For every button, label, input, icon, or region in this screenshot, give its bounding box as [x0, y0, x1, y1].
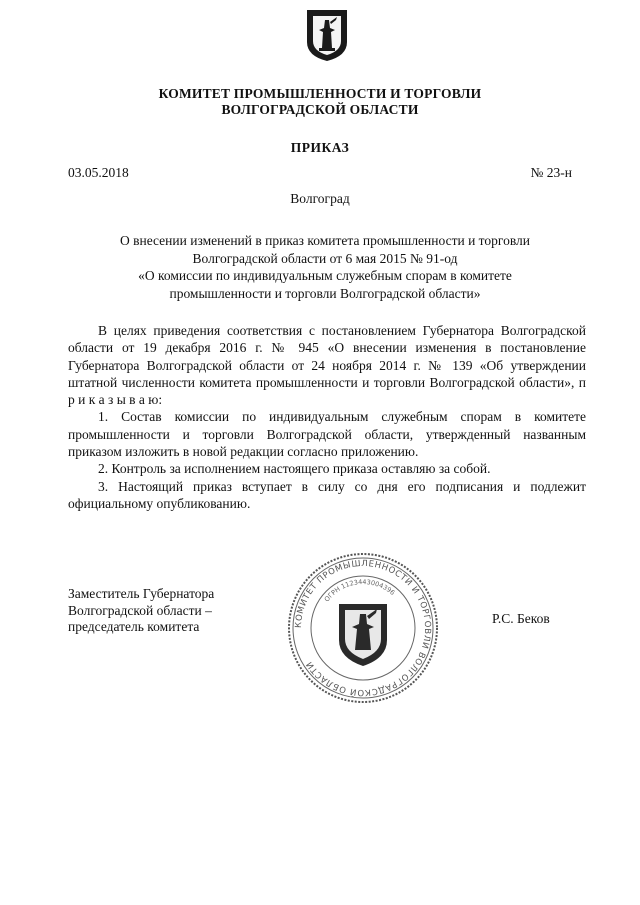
signatory-name: Р.С. Беков [492, 611, 550, 626]
position-line: председатель комитета [68, 619, 200, 634]
official-stamp [283, 548, 443, 708]
org-name-line1: КОМИТЕТ ПРОМЫШЛЕННОСТИ И ТОРГОВЛИ [158, 86, 482, 101]
svg-text:ОГРН 1123443004396 [323, 578, 397, 603]
subject-line: Волгоградской области от 6 мая 2015 № 91-од [192, 250, 458, 266]
position-line: Волгоградской области – [68, 602, 212, 618]
order-item-1: 1. Состав комиссии по индивидуальным служебным спорам в комитете промышленности и торговли Волгоградской области, утвержденный названным приказом изложить в новой редакции согласно приложению. [68, 409, 586, 460]
subject-line: «О комиссии по индивидуальным служебным спорам в комитете [138, 268, 512, 283]
stamp-ring-text: КОМИТЕТ ПРОМЫШЛЕННОСТИ И ТОРГОВЛИ ВОЛГОГРАДСКОЙ ОБЛАСТИ [293, 558, 433, 698]
order-item-3: 3. Настоящий приказ вступает в силу со дня его подписания и подлежит официальному опубликованию. [68, 478, 586, 511]
coat-of-arms-emblem [305, 8, 349, 62]
document-number: № 23-н [530, 165, 572, 180]
order-item-2: 2. Контроль за исполнением настоящего приказа оставляю за собой. [98, 461, 491, 477]
stamp-code-text: ОГРН 1123443004396 [322, 577, 397, 604]
preamble-paragraph: В целях приведения соответствия с постановлением Губернатора Волгоградской области от 19 декабря 2016 г. № 945 «О внесении изменения в постановление Губернатора Волгоградской области от 24 ноября 2014 г. № 139 «Об утверждении штатной численности комитета промышленности и торговли Волгоградской области», п р и к а з ы в а ю: [68, 323, 586, 408]
org-name-line2: ВОЛГОГРАДСКОЙ ОБЛАСТИ [221, 102, 419, 117]
document-type: ПРИКАЗ [290, 140, 350, 155]
document-subject [90, 232, 560, 302]
signatory-position [68, 586, 214, 636]
document-date: 03.05.2018 [68, 165, 129, 180]
stamp-emblem-icon [339, 604, 387, 666]
document-city: Волгоград [290, 191, 350, 206]
document-body [68, 322, 586, 512]
subject-line: О внесении изменений в приказ комитета промышленности и торговли [119, 233, 531, 248]
subject-line: промышленности и торговли Волгоградской области» [169, 285, 481, 301]
position-line: Заместитель Губернатора [68, 586, 215, 601]
